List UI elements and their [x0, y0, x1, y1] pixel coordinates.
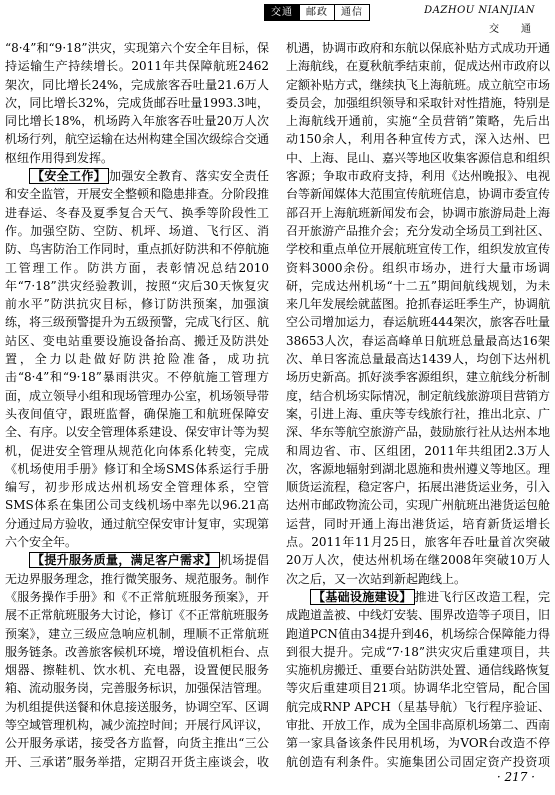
section-heading-safety: 【安全工作】 — [29, 168, 109, 184]
header-tab-postal: 邮政 — [299, 4, 334, 21]
yearbook-title: DAZHOU NIANJIAN — [424, 5, 535, 16]
page-number: · 217 · — [496, 770, 535, 784]
running-header — [0, 0, 555, 34]
paragraph-continued: “8·4”和“9·18”洪灾，实现第六个安全年目标，保持运输生产持续增长。2011年共保障航班2462架次，同比增长24%，完成旅客吞吐量21.6万人次，同比增长32%，完成货邮吞吐量1993.3吨，同比增长18%，机场跨入年旅客吞吐量20万人次机场行列，航空运输在达州构建全国次级综合交通枢纽作用得到发挥。 — [5, 41, 269, 165]
right-column — [286, 39, 550, 771]
paragraph-safety — [5, 167, 269, 551]
paragraph-infrastructure-text: 推进飞行区改造工程，完成跑道盖被、中线灯安装、围界改造等子项目，旧跑道PCN值由34提升到46，机场综合保障能力得到很大提升。完成“7·18”洪灾灾后重建项目，共实施机房搬迁、重要台站防洪处置、通信线路恢复等灾后重建项目21项。协调华北空管局，配合国航完成RNP APCH（星基导航）飞行程序验证、审批、开放工作，成为全国非高原机场第二、西南第一家具备该条件民用机场，为VOR台改造不停航创造有利条件。实施集团公司固定资产投资项 — [286, 589, 550, 769]
paragraph-service-text: 机场提倡无边界服务理念，推行微笑服务、规范服务。制作《服务操作手册》和《不正常航班服务预案》，开展不正常航班服务大讨论，修订《不正常航班服务预案》，建立三级应急响应机制，理顺不正常航班服务链条。改善旅客候机环境，增设值机柜台、点烟器、擦鞋机、饮水机、充电器，设置便民服务箱、流动服务岗，完善服务标识，加强保洁管理。为机组提供送餐和休息接送服务，协调空军、区调等空域管理机构，减少流控时间；开展行风评议，公开服务承诺，接受各方监督，向货主推出“三公开、三承诺”服务举措，定期召开货主座谈会，收 — [5, 553, 269, 769]
left-column — [5, 39, 269, 771]
header-category-tabs — [264, 4, 370, 21]
paragraph-infrastructure — [286, 588, 550, 771]
paragraph-safety-text: 加强安全教育、落实安全责任和安全监管，开展安全整顿和隐患排查。分阶段推进春运、冬春及夏季复合天气、换季等阶段性工作。加强空防、空防、机坪、场道、飞行区、消防、鸟害防治工作同时，重点抓好防洪和不停航施工管理工作。防洪方面，表彰情况总结2010年“7·18”洪灾经验教训，按照“灾后30天恢复灾前水平”防洪抗灾目标，修订防洪预案，加强演练，将三级预警提升为五级预警，完成飞行区、航站区、变电站重要设施设备抬高、搬迁及防洪处置，全力以赴做好防洪抢险准备，成功抗击“8·4”和“9·18”暴雨洪灾。不停航施工管理方面，成立领导小组和现场管理办公室，机场领导带头夜间值守，跟班监督，确保施工和航班保障安全、有序。以安全管理体系建设、保安审计等为契机，促进安全管理从规范化向体系化转变，完成《机场使用手册》修订和全场SMS体系运行手册编写，初步形成达州机场安全管理体系，空管SMS体系在集团公司支线机场中率先以96.21高分通过局方验收，通过航空保安审计复审，实现第六个安全年。 — [5, 169, 269, 550]
section-heading-service: 【提升服务质量，满足客户需求】 — [29, 552, 220, 568]
paragraph-passenger-continued: 机遇，协调市政府和东航以保底补贴方式成功开通上海航线，在夏秋航季结束前，促成达州市政府以定额补贴方式，继续执飞上海航班。成立航空市场委员会，加强组织领导和采取针对性措施，特别是上海航线开通前，实施“全员营销”策略，先后出动150余人，利用各种宣传方式，深入达州、巴中、上海、昆山、嘉兴等地区收集客源信息和组织客源；争取市政府支持，利用《达州晚报》、电视台等新闻媒体大范围宣传航班信息，协调市委宣传部召开上海航班新闻发布会，协调市旅游局赴上海召开旅游产品推介会；充分发动全场员工到社区、学校和重点单位开展航班宣传工作，组织发放宣传资料3000余份。组织市场办，进行大量市场调研，完成达州机场“十二五”期间航线规划，为未来几年发展绘就蓝图。抢抓春运旺季生产，协调航空公司增加运力，春运航班444架次，旅客吞吐量38653人次，春运高峰单日航班总量最高达16架次、单日客流总量最高达1439人，均创下达州机场历史新高。抓好淡季客源组织，建立航线分析制度，结合机场实际情况，制定航线旅游项目营销方案，引进上海、重庆等专线旅行社，推出北京、广深、华东等航空旅游产品，鼓励旅行社从达州本地和周边省、市、区组团，2011年共组团2.3万人次，客源地辐射到湖北恩施和贵州遵义等地区。理顺货运流程，稳定客户，拓展出港货运业务，引入达州市邮政物流公司，实现广州航班出港货运包舱运营，同时开通上海出港货运，培育新货运增长点。2011年11月25日，旅客年吞吐量首次突破20万人次，使达州机场在继2008年突破10万人次之后，又一次站到新起跑线上。 — [286, 41, 550, 586]
paragraph-service — [5, 551, 269, 771]
header-tab-telecom: 通信 — [334, 4, 370, 21]
section-heading-infrastructure: 【基础设施建设】 — [310, 589, 415, 605]
section-label: 交 通 — [489, 24, 537, 35]
header-tab-transport: 交通 — [264, 4, 299, 21]
